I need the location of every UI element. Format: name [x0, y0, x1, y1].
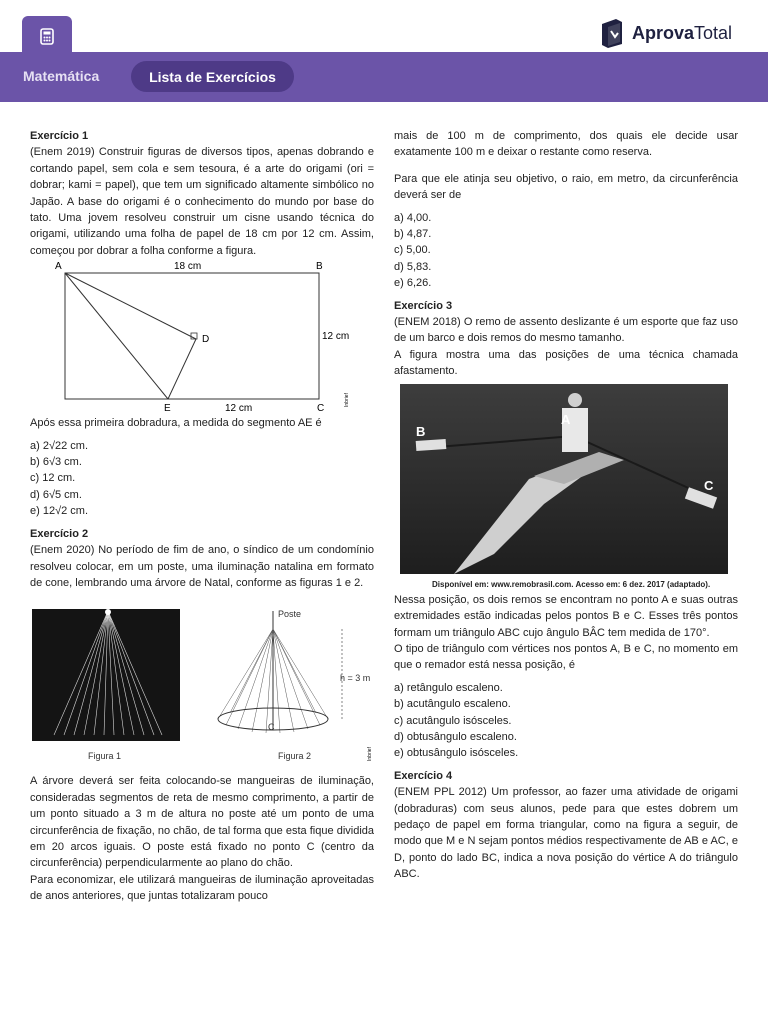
- ex3-text2: A figura mostra uma das posições de uma técnica chamada afastamento.: [394, 348, 738, 378]
- ex1-label-c: C: [317, 403, 325, 415]
- ex2-poste-label: Poste: [278, 609, 302, 620]
- ex2-title: Exercício 2: [30, 527, 89, 540]
- ex3-option-e[interactable]: e) obtusângulo isósceles.: [394, 747, 519, 760]
- book-logo-icon: [600, 18, 624, 48]
- tab-lista-exercicios[interactable]: Lista de Exercícios: [131, 61, 294, 92]
- calculator-tab[interactable]: [22, 16, 72, 56]
- ex1-label-d: D: [202, 334, 210, 346]
- ex1-option-d[interactable]: d) 6√5 cm.: [30, 488, 82, 501]
- ex1-question: Após essa primeira dobradura, a medida do segmento AE é: [30, 417, 322, 430]
- ex1-label-bottom: 12 cm: [225, 403, 253, 415]
- ex2-options: [394, 210, 738, 292]
- ex3-text: (ENEM 2018) O remo de assento deslizante é um esporte que faz uso de um barco e dois remos do mesmo tamanho.: [394, 316, 738, 345]
- ex1-option-b[interactable]: b) 6√3 cm.: [30, 456, 82, 469]
- ex3-question: O tipo de triângulo com vértices nos pontos A, B e C, no momento em que o remador está nessa posição, é: [394, 642, 738, 672]
- ex2-question: Para que ele atinja seu objetivo, o raio, em metro, da circunferência deverá ser de: [394, 172, 738, 202]
- ex3-options: [394, 680, 738, 762]
- ex3-figure: [394, 384, 738, 592]
- ex2-text3: Para economizar, ele utilizará mangueiras de iluminação aproveitadas de anos anteriores, que juntas totalizaram pouco: [30, 873, 374, 903]
- ex2-fig1-caption: Figura 1: [88, 751, 122, 762]
- ex1-title: Exercício 1: [30, 130, 89, 142]
- ex3-title: Exercício 3: [394, 299, 453, 312]
- ex3-option-a[interactable]: a) retângulo escaleno.: [394, 681, 503, 694]
- ex2-text2: A árvore deverá ser feita colocando-se mangueiras de iluminação, consideradas segmentos de reta de mesmo comprimento, a partir de um ponto situado a 3 m de altura no poste até um ponto de uma circunferência de fixação, no chão, de tal forma que esta fique dividida em 20 arcos iguais. O poste está fixado no ponto C (centro da circunferência) perpendicularmente ao plano do chão.: [30, 775, 374, 870]
- ex2-center-label: C: [268, 722, 275, 733]
- ex2-figure: [30, 597, 374, 769]
- ex3-option-b[interactable]: b) acutângulo escaleno.: [394, 698, 511, 711]
- ex2-text: (Enem 2020) No período de fim de ano, o síndico de um condomínio resolveu colocar, em um poste, uma iluminação natalina em formato de cone, lembrando uma árvore de Natal, conforme as figuras 1 e 2.: [30, 544, 374, 589]
- ex2-text4: mais de 100 m de comprimento, dos quais ele decide usar exatamente 100 m e deixar o restante como reserva.: [394, 130, 738, 159]
- ex3-option-c[interactable]: c) acutângulo isósceles.: [394, 714, 512, 727]
- ex2-option-c[interactable]: c) 5,00.: [394, 244, 431, 257]
- header-bar: [0, 52, 768, 102]
- ex3-option-d[interactable]: d) obtusângulo escaleno.: [394, 730, 517, 743]
- ex1-label-a: A: [55, 261, 62, 273]
- ex1-options: [30, 438, 374, 520]
- ex2-option-d[interactable]: d) 5,83.: [394, 260, 432, 273]
- ex2-option-a[interactable]: a) 4,00.: [394, 211, 432, 224]
- ex2-fig2-caption: Figura 2: [278, 751, 312, 762]
- left-column: [30, 128, 374, 905]
- ex1-label-top: 18 cm: [174, 261, 202, 273]
- logo-text-light: Total: [694, 22, 733, 43]
- ex4-text: (ENEM PPL 2012) Um professor, ao fazer uma atividade de origami (dobraduras) com seus alunos, pede para que estes dobrem um pedaço de papel em forma triangular, como na figura a seguir, de modo que M e N sejam pontos médios respectivamente de AB e AC, e D, ponto do lado BC, indica a nova posição do vértice A do triângulo ABC.: [394, 786, 738, 881]
- ex3-label-a: A: [561, 411, 571, 427]
- ex4-title: Exercício 4: [394, 769, 453, 782]
- ex1-option-c[interactable]: c) 12 cm.: [30, 472, 76, 485]
- ex3-label-b: B: [416, 423, 426, 439]
- logo-text-bold: Aprova: [632, 22, 695, 43]
- subject-label[interactable]: Matemática: [23, 68, 100, 84]
- ex1-option-e[interactable]: e) 12√2 cm.: [30, 505, 89, 518]
- ex1-text: (Enem 2019) Construir figuras de diversos tipos, apenas dobrando e cortando papel, sem cola e sem tesoura, é a arte do origami (ori = dobrar; kami = papel), que tem um significado altamente simbólico no Japão. A base do origami é o conhecimento do mundo por base do tato. Uma jovem resolveu construir um cisne usando técnica do origami, utilizando uma folha de papel de 18 cm por 12 cm. Assim, começou por dobrar a folha conforme a figura.: [30, 146, 374, 257]
- ex1-label-right: 12 cm: [322, 331, 350, 343]
- ex3-text3: Nessa posição, os dois remos se encontram no ponto A e suas outras extremidades estão indicadas pelos pontos B e C. Esses três pontos formam um triângulo ABC cujo ângulo BÂC tem medida de 170°.: [394, 593, 738, 639]
- ex1-option-a[interactable]: a) 2√22 cm.: [30, 439, 89, 452]
- calculator-icon: [40, 28, 54, 45]
- header: [0, 0, 768, 102]
- ex3-label-c: C: [704, 477, 714, 493]
- ex2-option-e[interactable]: e) 6,26.: [394, 277, 432, 290]
- ex1-figure: [30, 259, 374, 415]
- ex2-height-label: h = 3 m: [340, 673, 371, 684]
- ex2-credit: Inbrief: [367, 747, 373, 762]
- ex3-caption: Disponível em: www.remobrasil.com. Acesso em: 6 dez. 2017 (adaptado).: [432, 579, 711, 589]
- logo: [600, 18, 732, 48]
- ex1-label-b: B: [316, 261, 323, 273]
- ex2-option-b[interactable]: b) 4,87.: [394, 228, 432, 241]
- ex1-credit: Inbrief: [344, 393, 350, 408]
- right-column: [394, 128, 738, 883]
- ex1-label-e: E: [164, 403, 171, 415]
